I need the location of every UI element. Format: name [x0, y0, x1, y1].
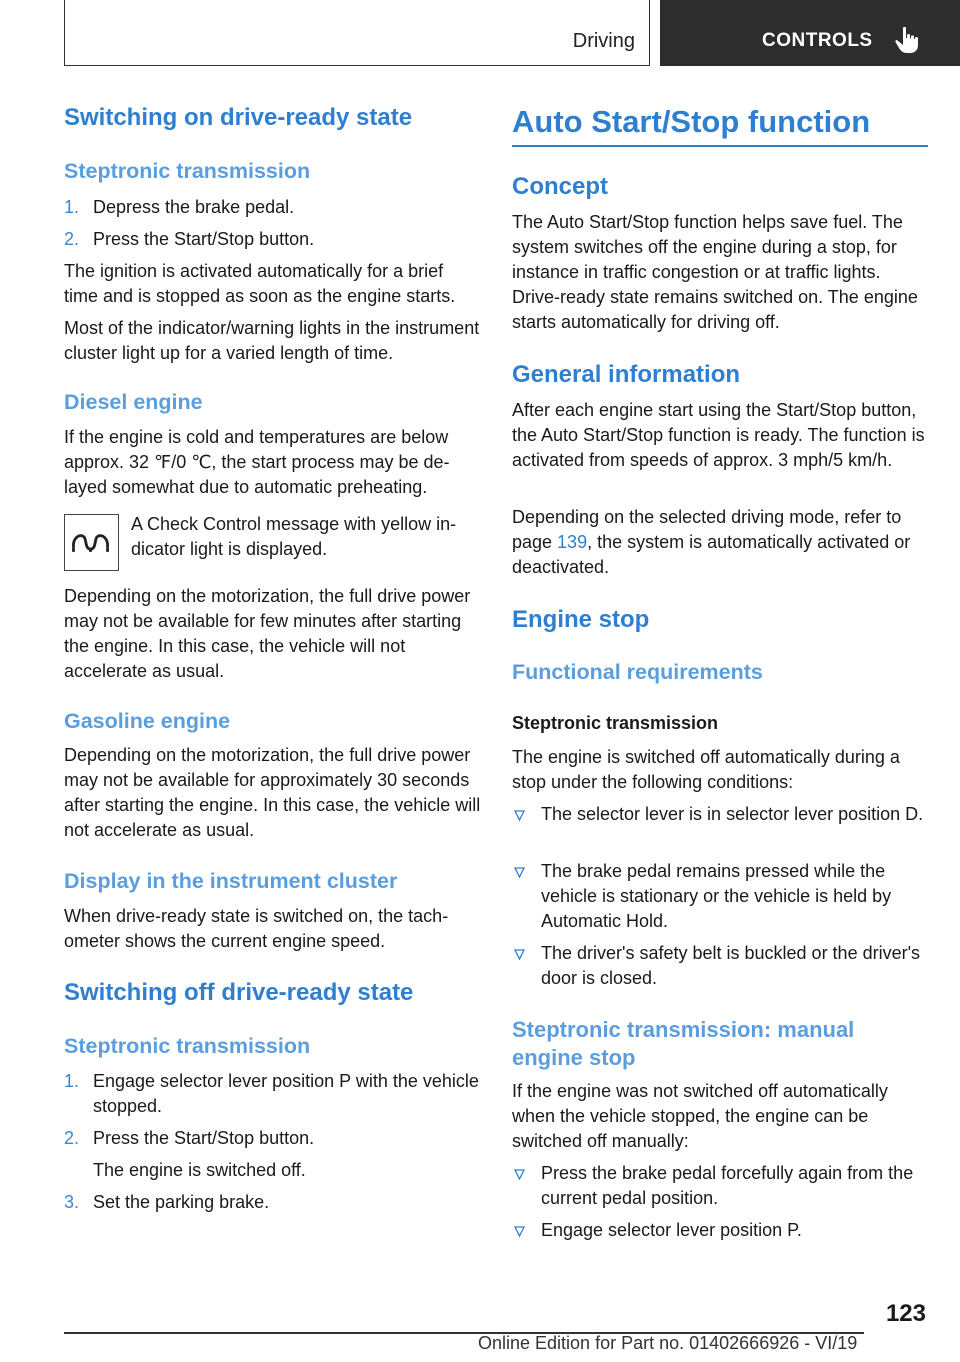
bullet-triangle-icon — [514, 867, 525, 878]
header-frame — [64, 0, 650, 66]
bullet-triangle-icon — [514, 1226, 525, 1237]
list-item: 2. Press the Start/Stop button. — [64, 227, 482, 252]
paragraph-diesel-power: Depending on the motorization, the full drive power may not be available for few minutes after starting the engine. In this case, the vehicle will not accelerate as usual. — [64, 586, 471, 681]
paragraph-diesel: If the engine is cold and temperatures are below approx. 32 ℉/0 ℃, the start process may be delayed somewhat due to automatic preheating. — [64, 427, 450, 497]
bullet-item: The driver's safety belt is buckled or the driver's door is closed. — [512, 941, 930, 991]
heading-display-cluster: Display in the instrument cluster — [64, 869, 398, 893]
chapter-tab-label: CONTROLS — [762, 30, 873, 51]
chapter-tab[interactable] — [660, 0, 960, 66]
bullet-item: The selector lever is in selector lever position D. — [512, 802, 930, 827]
paragraph-gasoline: Depending on the motorization, the full drive power may not be available for approximately 30 seconds after starting the engine. In this case, the vehicle will not accelerate as usual. — [64, 745, 481, 840]
heading-steptronic-bold: Steptronic transmission — [512, 713, 719, 733]
heading-diesel: Diesel engine — [64, 390, 203, 414]
list-number: 2. — [64, 1128, 80, 1148]
heading-auto-start-stop: Auto Start/Stop function — [512, 104, 871, 139]
hand-pointer-icon — [894, 26, 920, 54]
bullet-item: Press the brake pedal forcefully again from the current pedal position. — [512, 1161, 930, 1211]
list-number: 2. — [64, 229, 80, 249]
header-section-title: Driving — [572, 30, 635, 52]
heading-concept: Concept — [512, 173, 608, 200]
bullet-triangle-icon — [514, 810, 525, 821]
heading-switching-on: Switching on drive-ready state — [64, 104, 413, 131]
list-item-result: The engine is switched off. — [93, 1160, 306, 1180]
heading-general-information: General information — [512, 361, 741, 388]
heading-steptronic-on: Steptronic transmission — [64, 159, 311, 183]
preheat-coil-icon — [65, 515, 117, 569]
page-reference-link[interactable]: 139 — [557, 532, 588, 552]
list-number: 1. — [64, 197, 80, 217]
heading-rule — [512, 145, 928, 147]
footer-edition: Online Edition for Part no. 01402666926 - VI/19 — [478, 1333, 858, 1353]
bullet-item: Engage selector lever position P. — [512, 1218, 930, 1243]
paragraph-concept: The Auto Start/Stop function helps save fuel. The system switches off the engine during a stop, for instance in traffic congestion or at traffic lights. Drive-ready state remains switched on. The engine starts automatically for driving off. — [512, 212, 918, 332]
paragraph-manual: If the engine was not switched off automatically when the vehicle stopped, the engine can be switched off manually: — [512, 1081, 888, 1151]
bullet-triangle-icon — [514, 1169, 525, 1180]
heading-functional-requirements: Functional requirements — [512, 660, 763, 684]
list-item: 3. Set the parking brake. — [64, 1190, 482, 1215]
paragraph-indicator-lights: Most of the indicator/warning lights in the instrument cluster light up for a varied length of time. — [64, 318, 480, 363]
paragraph-general: After each engine start using the Start/Stop button, the Auto Start/Stop function is ready. The function is activated from speeds of approx. 3 mph/5 km/h. — [512, 400, 925, 470]
page-number: 123 — [885, 1300, 926, 1327]
heading-steptronic-off: Steptronic transmission — [64, 1034, 311, 1058]
heading-manual-engine-stop: Steptronic transmission: manual engine stop — [512, 1017, 855, 1070]
list-item: 1. Depress the brake pedal. — [64, 195, 482, 220]
list-item: 2. Press the Start/Stop button. — [64, 1126, 482, 1151]
bullet-triangle-icon — [514, 949, 525, 960]
heading-switching-off: Switching off drive-ready state — [64, 979, 414, 1006]
paragraph-ignition: The ignition is activated automatically for a brief time and is stopped as soon as the engine starts. — [64, 261, 456, 306]
paragraph-check-control: A Check Control message with yellow indicator light is displayed. — [131, 514, 457, 559]
paragraph-conditions: The engine is switched off automatically during a stop under the following conditions: — [512, 747, 900, 792]
heading-gasoline: Gasoline engine — [64, 709, 231, 733]
list-number: 1. — [64, 1071, 80, 1091]
bullet-item: The brake pedal remains pressed while the vehicle is stationary or the vehicle is held by Automatic Hold. — [512, 859, 930, 934]
list-number: 3. — [64, 1192, 80, 1212]
heading-engine-stop: Engine stop — [512, 606, 650, 633]
paragraph-display: When drive-ready state is switched on, the tachometer shows the current engine speed. — [64, 906, 449, 951]
list-item: 1. Engage selector lever position P with the vehicle stopped. — [64, 1071, 479, 1116]
paragraph-driving-mode: Depending on the selected driving mode, refer to page 139, the system is automatically activated or deactivated. — [512, 507, 911, 577]
indicator-light-frame — [64, 514, 119, 571]
